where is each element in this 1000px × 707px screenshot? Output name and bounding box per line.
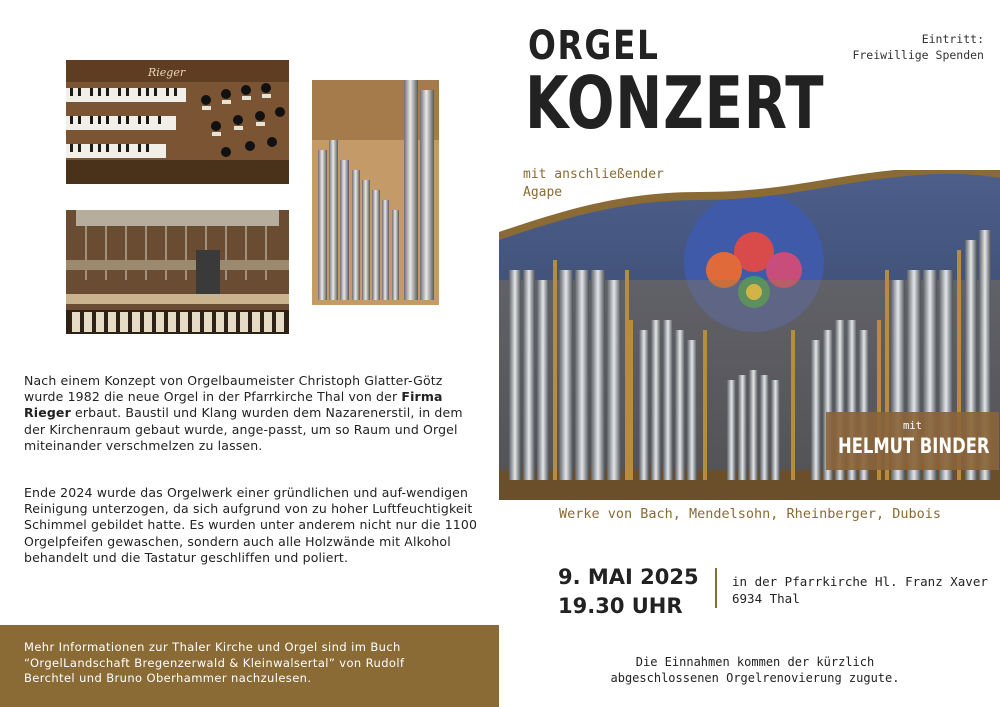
note-line-2: abgeschlossenen Orgelrenovierung zugute. bbox=[610, 671, 900, 685]
subtitle-line-1: mit anschließender bbox=[523, 167, 664, 182]
entry-value: Freiwillige Spenden bbox=[852, 48, 984, 62]
entry-label: Eintritt: bbox=[921, 32, 984, 46]
footer-info-text: Mehr Informationen zur Thaler Kirche und Orgel sind im Buch “OrgelLandschaft Bregenzerwald & Kleinwalsertal” von Rudolf Berchtel und Bruno Oberhammer nachzulesen. bbox=[24, 640, 405, 685]
works-list: Werke von Bach, Mendelsohn, Rheinberger, Dubois bbox=[558, 506, 941, 522]
article-p1-text-b: erbaut. Baustil und Klang wurden dem Nazarenerstil, in dem der Kirchenraum gebaut wurde, ange-passt, um so Raum und Orgel miteinander verschmelzen zu lassen. bbox=[24, 405, 463, 453]
article-paragraph-1 bbox=[24, 373, 479, 454]
date-venue-divider bbox=[715, 568, 717, 608]
performer-prefix: mit bbox=[903, 420, 922, 432]
footer-info-bar bbox=[0, 625, 499, 707]
proceeds-note bbox=[560, 654, 950, 686]
venue-line-1: in der Pfarrkirche Hl. Franz Xaver bbox=[732, 574, 988, 589]
title-line-2: KONZERT bbox=[525, 61, 825, 145]
organ-pipes-photo bbox=[312, 80, 439, 305]
title-line-1: ORGEL bbox=[528, 23, 660, 69]
performer-name: HELMUT BINDER bbox=[838, 434, 990, 458]
performer-badge bbox=[826, 412, 999, 470]
event-datetime bbox=[558, 563, 699, 621]
event-venue bbox=[732, 573, 988, 607]
event-date: 9. MAI 2025 bbox=[558, 565, 699, 589]
venue-line-2: 6934 Thal bbox=[732, 591, 800, 606]
subtitle-line-2: Agape bbox=[523, 185, 563, 200]
entry-info bbox=[852, 31, 984, 63]
organ-console-photo bbox=[66, 60, 289, 184]
article-paragraph-2: Ende 2024 wurde das Orgelwerk einer gründlichen und auf-wendigen Reinigung unterzogen, da sich aufgrund von zu hoher Luftfeuchtigkeit Schimmel gebildet hatte. Es wurden unter anderem nicht nur die 1100 Orgelpfeifen gewaschen, sondern auch alle Holzwände mit Alkohol behandelt und die Tastatur geschliffen und poliert. bbox=[24, 485, 478, 565]
organ-mechanism-photo bbox=[66, 210, 289, 334]
article-p1-text-a: Nach einem Konzept von Orgelbaumeister Christoph Glatter-Götz wurde 1982 die neue Orgel in der Pfarrkirche Thal von der bbox=[24, 373, 443, 405]
note-line-1: Die Einnahmen kommen der kürzlich bbox=[635, 655, 875, 669]
keyboard-brand-label: Rieger bbox=[148, 66, 186, 79]
event-time: 19.30 UHR bbox=[558, 594, 683, 618]
article-p1-bold: Firma Rieger bbox=[24, 389, 443, 421]
